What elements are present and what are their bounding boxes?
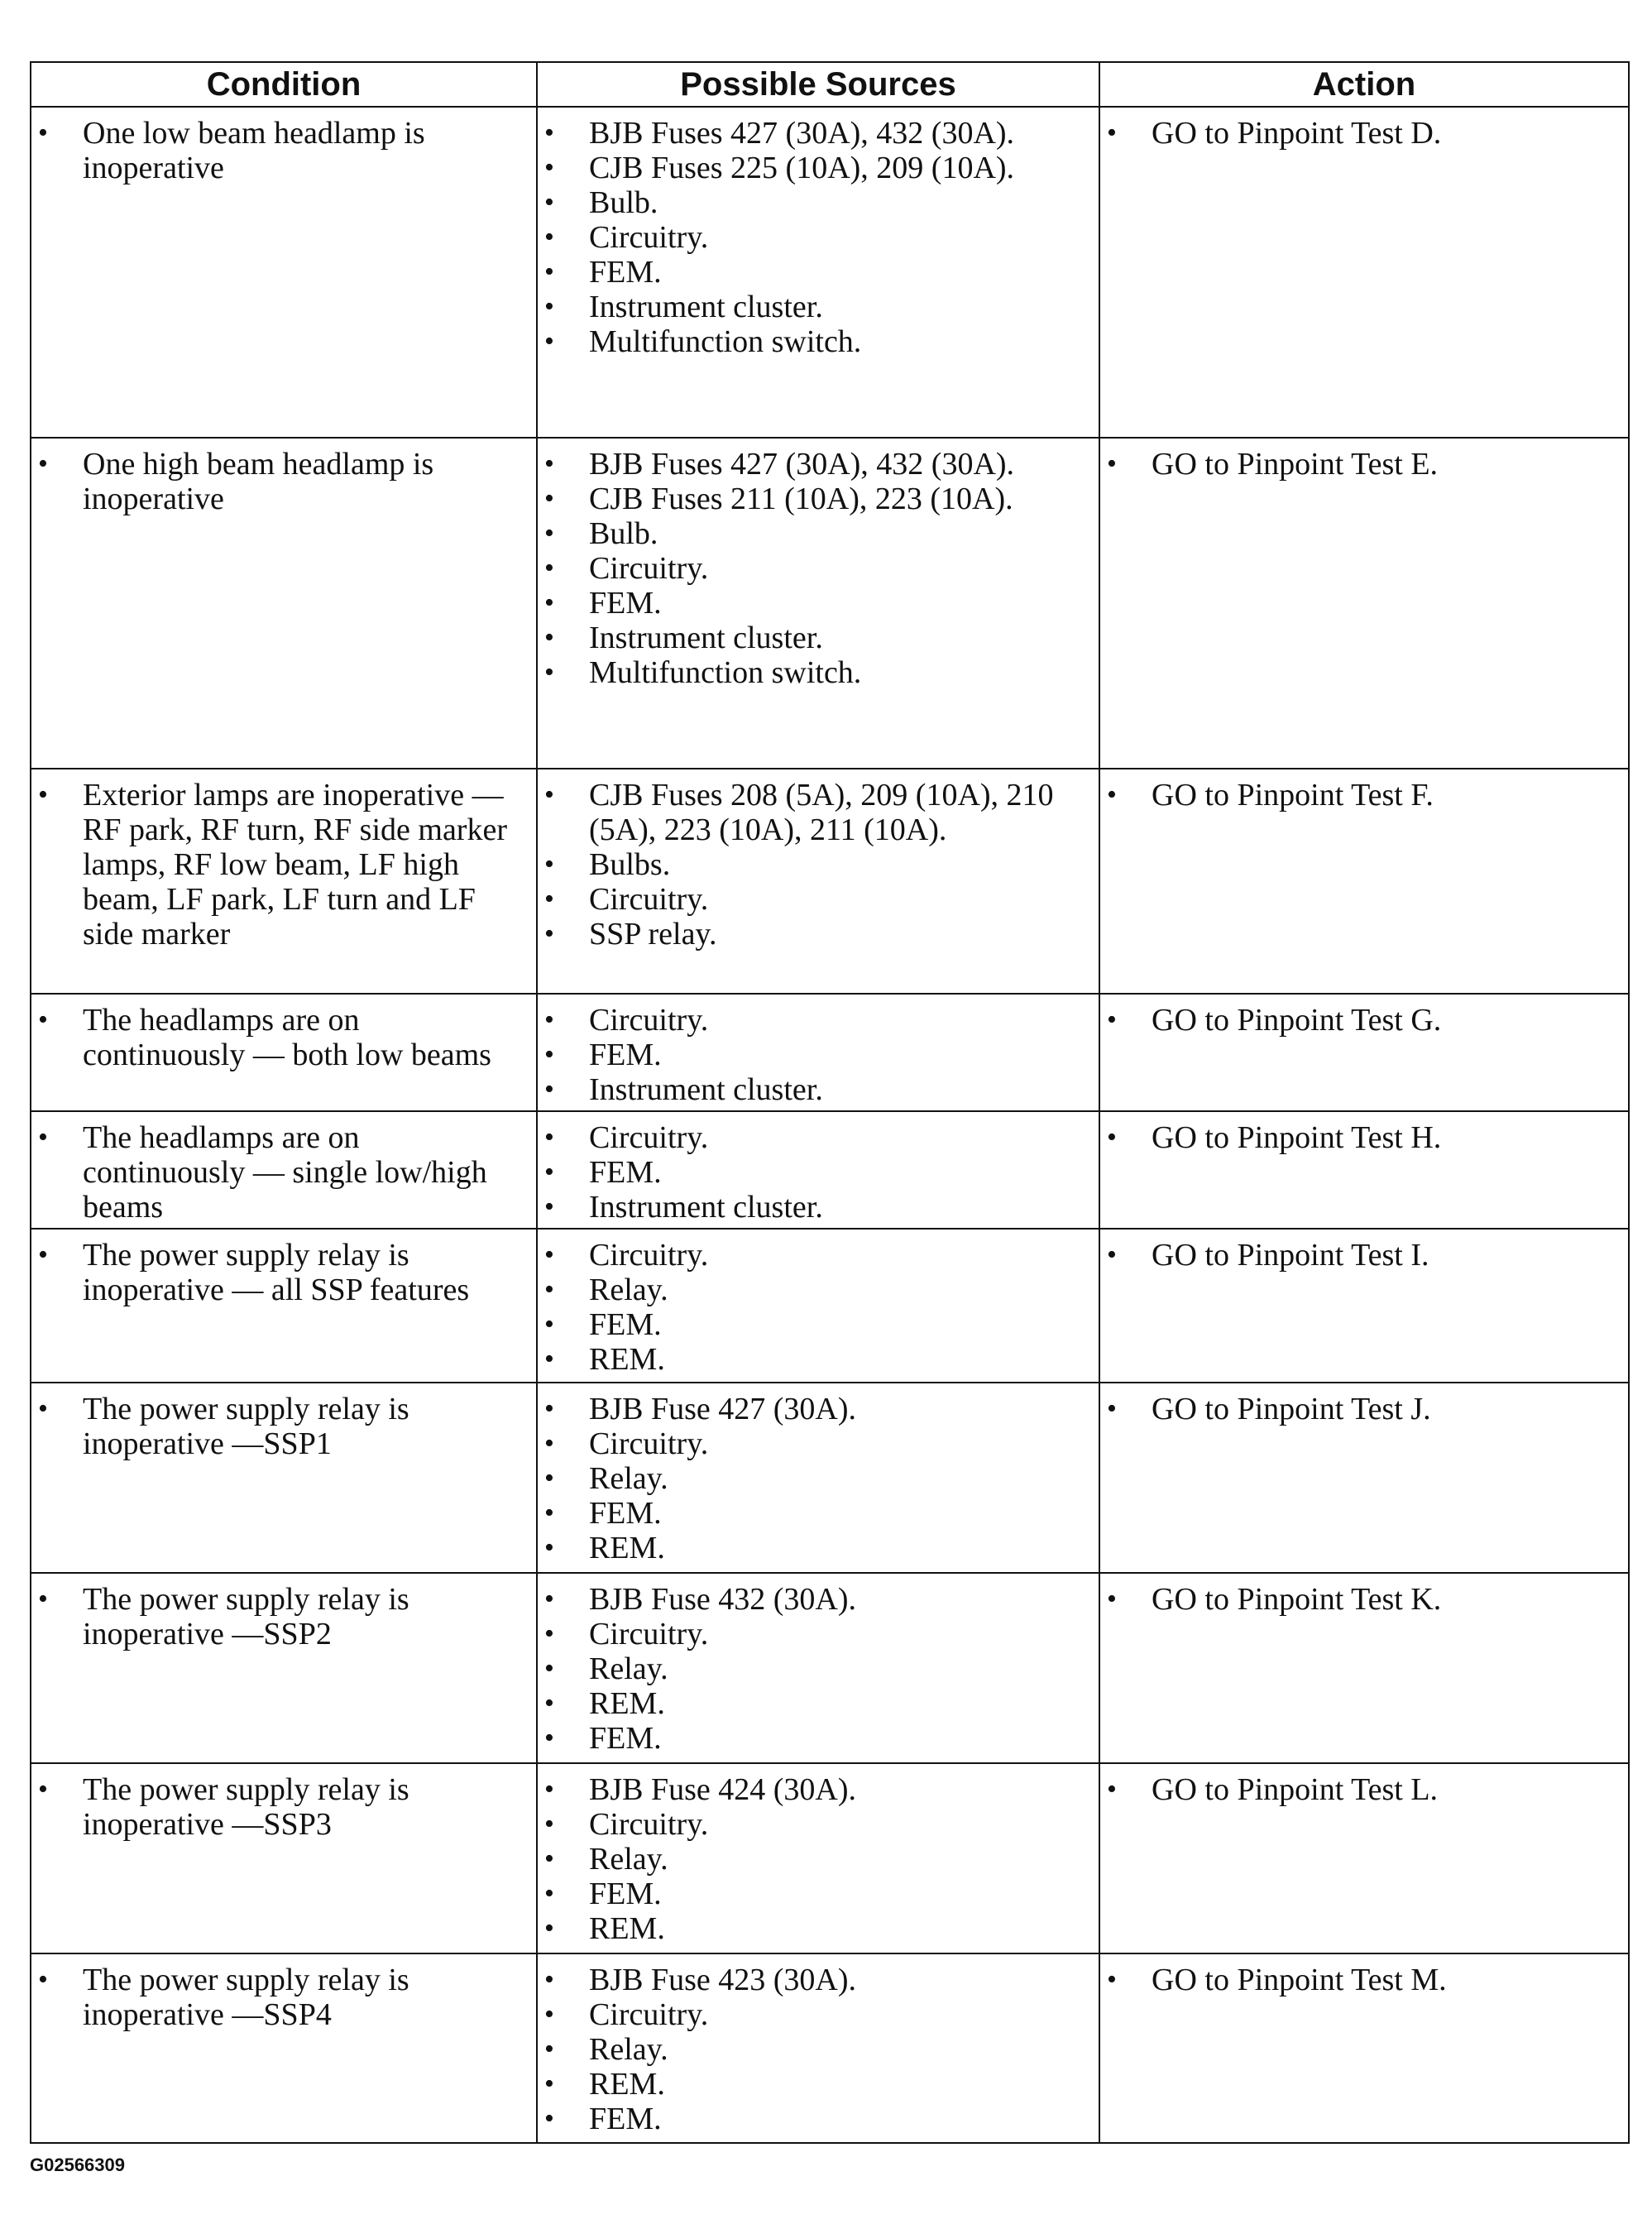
source-item: • Circuitry. bbox=[538, 220, 1090, 255]
source-item: • Circuitry. bbox=[538, 1120, 1090, 1155]
action-text: • GO to Pinpoint Test D. bbox=[1100, 116, 1620, 151]
sources-list bbox=[538, 1963, 1090, 2136]
table-row bbox=[31, 438, 1629, 769]
condition-cell bbox=[31, 1229, 537, 1383]
action-list bbox=[1100, 1238, 1620, 1273]
condition-list bbox=[31, 778, 528, 952]
possible-sources-cell bbox=[537, 769, 1099, 994]
sources-list bbox=[538, 1238, 1090, 1377]
condition-text: • The power supply relay is inoperative —SSP4 bbox=[31, 1963, 528, 2032]
table-body bbox=[31, 107, 1629, 2143]
source-item: • Circuitry. bbox=[538, 1997, 1090, 2032]
action-text: • GO to Pinpoint Test M. bbox=[1100, 1963, 1620, 1997]
condition-header: Condition bbox=[31, 62, 537, 107]
condition-cell bbox=[31, 1573, 537, 1763]
action-cell bbox=[1099, 1953, 1629, 2143]
source-item: • FEM. bbox=[538, 1155, 1090, 1190]
condition-text: • The power supply relay is inoperative —SSP2 bbox=[31, 1582, 528, 1651]
diagnostic-table-container bbox=[30, 61, 1628, 2134]
source-item: • Multifunction switch. bbox=[538, 655, 1090, 690]
condition-list bbox=[31, 447, 528, 516]
source-item: • FEM. bbox=[538, 586, 1090, 621]
source-item: • Relay. bbox=[538, 2032, 1090, 2067]
table-row bbox=[31, 1763, 1629, 1953]
sources-list bbox=[538, 778, 1090, 952]
possible-sources-cell bbox=[537, 107, 1099, 438]
action-cell bbox=[1099, 1763, 1629, 1953]
condition-cell bbox=[31, 994, 537, 1111]
source-item: • Bulbs. bbox=[538, 847, 1090, 882]
action-text: • GO to Pinpoint Test F. bbox=[1100, 778, 1620, 813]
table-row bbox=[31, 1111, 1629, 1229]
table-header-row bbox=[31, 62, 1629, 107]
source-item: • Relay. bbox=[538, 1842, 1090, 1877]
source-item: • FEM. bbox=[538, 1496, 1090, 1531]
sources-list bbox=[538, 1120, 1090, 1225]
source-item: • BJB Fuse 424 (30A). bbox=[538, 1772, 1090, 1807]
action-text: • GO to Pinpoint Test K. bbox=[1100, 1582, 1620, 1617]
action-list bbox=[1100, 1582, 1620, 1617]
condition-list bbox=[31, 1392, 528, 1461]
action-list bbox=[1100, 1772, 1620, 1807]
action-text: • GO to Pinpoint Test I. bbox=[1100, 1238, 1620, 1273]
source-item: • FEM. bbox=[538, 255, 1090, 290]
action-text: • GO to Pinpoint Test E. bbox=[1100, 447, 1620, 482]
table-row bbox=[31, 1573, 1629, 1763]
source-item: • BJB Fuse 432 (30A). bbox=[538, 1582, 1090, 1617]
action-cell bbox=[1099, 107, 1629, 438]
source-item: • REM. bbox=[538, 1686, 1090, 1721]
action-list bbox=[1100, 447, 1620, 482]
sources-list bbox=[538, 1003, 1090, 1107]
table-row bbox=[31, 107, 1629, 438]
source-item: • CJB Fuses 225 (10A), 209 (10A). bbox=[538, 151, 1090, 185]
action-cell bbox=[1099, 1573, 1629, 1763]
sources-list bbox=[538, 1772, 1090, 1946]
source-item: • FEM. bbox=[538, 1721, 1090, 1756]
condition-cell bbox=[31, 107, 537, 438]
action-cell bbox=[1099, 1111, 1629, 1229]
possible-sources-header: Possible Sources bbox=[537, 62, 1099, 107]
condition-text: • One low beam headlamp is inoperative bbox=[31, 116, 528, 185]
action-list bbox=[1100, 778, 1620, 813]
source-item: • BJB Fuses 427 (30A), 432 (30A). bbox=[538, 447, 1090, 482]
action-cell bbox=[1099, 1383, 1629, 1573]
source-item: • Circuitry. bbox=[538, 551, 1090, 586]
source-item: • Circuitry. bbox=[538, 882, 1090, 917]
source-item: • Circuitry. bbox=[538, 1617, 1090, 1651]
source-item: • Bulb. bbox=[538, 185, 1090, 220]
possible-sources-cell bbox=[537, 1383, 1099, 1573]
condition-text: • One high beam headlamp is inoperative bbox=[31, 447, 528, 516]
table-row bbox=[31, 1953, 1629, 2143]
condition-text: • The headlamps are on continuously — single low/high beams bbox=[31, 1120, 528, 1225]
source-item: • Circuitry. bbox=[538, 1426, 1090, 1461]
source-item: • Instrument cluster. bbox=[538, 290, 1090, 324]
sources-list bbox=[538, 116, 1090, 359]
source-item: • FEM. bbox=[538, 1307, 1090, 1342]
source-item: • REM. bbox=[538, 1531, 1090, 1565]
source-item: • SSP relay. bbox=[538, 917, 1090, 952]
action-cell bbox=[1099, 769, 1629, 994]
source-item: • Instrument cluster. bbox=[538, 621, 1090, 655]
action-text: • GO to Pinpoint Test L. bbox=[1100, 1772, 1620, 1807]
sources-list bbox=[538, 1582, 1090, 1756]
source-item: • REM. bbox=[538, 2067, 1090, 2102]
action-cell bbox=[1099, 438, 1629, 769]
source-item: • FEM. bbox=[538, 1877, 1090, 1911]
condition-list bbox=[31, 1963, 528, 2032]
sources-list bbox=[538, 1392, 1090, 1565]
action-list bbox=[1100, 1120, 1620, 1155]
condition-text: • The headlamps are on continuously — both low beams bbox=[31, 1003, 528, 1072]
table-row bbox=[31, 994, 1629, 1111]
action-text: • GO to Pinpoint Test H. bbox=[1100, 1120, 1620, 1155]
figure-code: G02566309 bbox=[30, 2155, 125, 2175]
action-list bbox=[1100, 1963, 1620, 1997]
condition-list bbox=[31, 1582, 528, 1651]
source-item: • Relay. bbox=[538, 1651, 1090, 1686]
possible-sources-cell bbox=[537, 1229, 1099, 1383]
condition-list bbox=[31, 1003, 528, 1072]
condition-list bbox=[31, 116, 528, 185]
condition-text: • The power supply relay is inoperative —SSP3 bbox=[31, 1772, 528, 1842]
condition-list bbox=[31, 1772, 528, 1842]
action-text: • GO to Pinpoint Test J. bbox=[1100, 1392, 1620, 1426]
source-item: • Relay. bbox=[538, 1273, 1090, 1307]
source-item: • BJB Fuse 427 (30A). bbox=[538, 1392, 1090, 1426]
source-item: • Multifunction switch. bbox=[538, 324, 1090, 359]
source-item: • Circuitry. bbox=[538, 1807, 1090, 1842]
condition-text: • Exterior lamps are inoperative — RF park, RF turn, RF side marker lamps, RF low beam, LF high beam, LF park, LF turn and LF side marker bbox=[31, 778, 528, 952]
condition-cell bbox=[31, 1111, 537, 1229]
possible-sources-cell bbox=[537, 1573, 1099, 1763]
action-cell bbox=[1099, 994, 1629, 1111]
symptom-chart-table bbox=[30, 61, 1630, 2144]
source-item: • FEM. bbox=[538, 1038, 1090, 1072]
condition-text: • The power supply relay is inoperative —SSP1 bbox=[31, 1392, 528, 1461]
source-item: • Instrument cluster. bbox=[538, 1072, 1090, 1107]
possible-sources-cell bbox=[537, 1953, 1099, 2143]
action-header: Action bbox=[1099, 62, 1629, 107]
condition-cell bbox=[31, 438, 537, 769]
table-row bbox=[31, 1383, 1629, 1573]
condition-cell bbox=[31, 1953, 537, 2143]
action-list bbox=[1100, 1003, 1620, 1038]
action-list bbox=[1100, 1392, 1620, 1426]
possible-sources-cell bbox=[537, 1111, 1099, 1229]
action-text: • GO to Pinpoint Test G. bbox=[1100, 1003, 1620, 1038]
source-item: • CJB Fuses 211 (10A), 223 (10A). bbox=[538, 482, 1090, 516]
sources-list bbox=[538, 447, 1090, 690]
condition-cell bbox=[31, 769, 537, 994]
source-item: • REM. bbox=[538, 1911, 1090, 1946]
source-item: • Instrument cluster. bbox=[538, 1190, 1090, 1225]
condition-list bbox=[31, 1238, 528, 1307]
table-row bbox=[31, 769, 1629, 994]
table-row bbox=[31, 1229, 1629, 1383]
condition-text: • The power supply relay is inoperative — all SSP features bbox=[31, 1238, 528, 1307]
source-item: • BJB Fuses 427 (30A), 432 (30A). bbox=[538, 116, 1090, 151]
source-item: • Relay. bbox=[538, 1461, 1090, 1496]
action-list bbox=[1100, 116, 1620, 151]
source-item: • FEM. bbox=[538, 2102, 1090, 2136]
condition-cell bbox=[31, 1763, 537, 1953]
source-item: • BJB Fuse 423 (30A). bbox=[538, 1963, 1090, 1997]
condition-list bbox=[31, 1120, 528, 1225]
source-item: • Bulb. bbox=[538, 516, 1090, 551]
possible-sources-cell bbox=[537, 438, 1099, 769]
possible-sources-cell bbox=[537, 994, 1099, 1111]
source-item: • CJB Fuses 208 (5A), 209 (10A), 210 (5A), 223 (10A), 211 (10A). bbox=[538, 778, 1090, 847]
action-cell bbox=[1099, 1229, 1629, 1383]
condition-cell bbox=[31, 1383, 537, 1573]
source-item: • Circuitry. bbox=[538, 1238, 1090, 1273]
source-item: • REM. bbox=[538, 1342, 1090, 1377]
source-item: • Circuitry. bbox=[538, 1003, 1090, 1038]
possible-sources-cell bbox=[537, 1763, 1099, 1953]
